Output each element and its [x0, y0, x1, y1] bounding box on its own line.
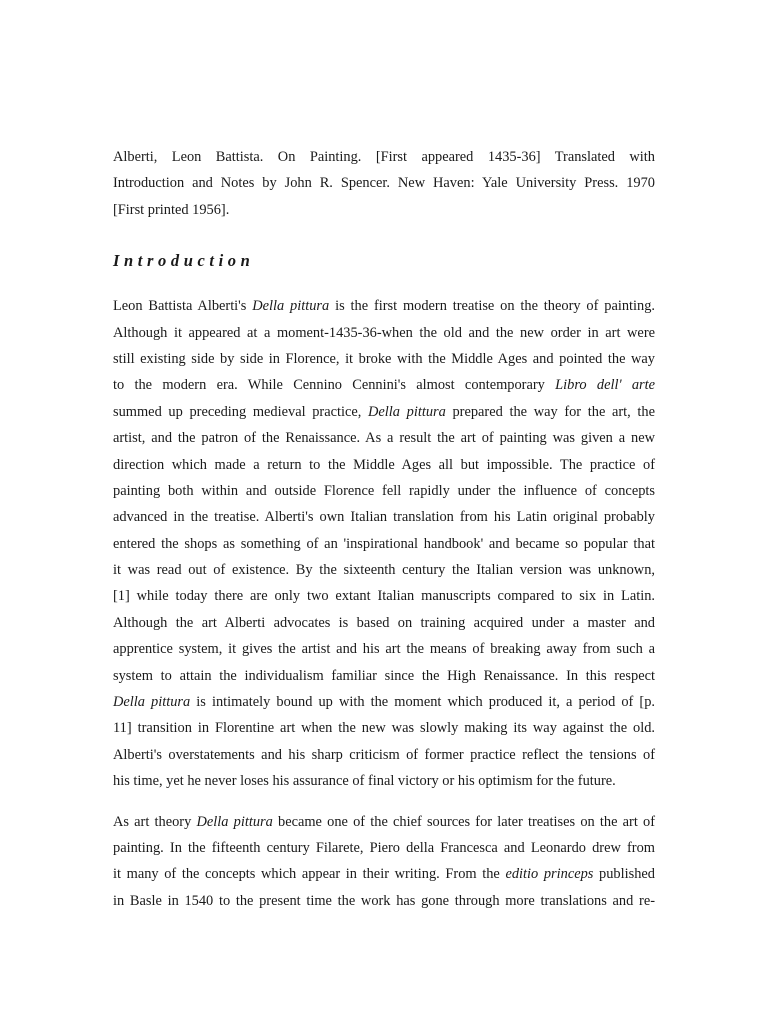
text-line: [113, 768, 655, 794]
text-line: [113, 504, 655, 530]
text-line: [113, 583, 655, 609]
text-line: [113, 372, 655, 398]
italic-title: Libro dell' arte: [555, 377, 655, 394]
text-line: [113, 293, 655, 319]
text-line: [113, 346, 655, 372]
text-line: [113, 478, 655, 504]
text-run: published: [593, 866, 655, 883]
text-run: prepared the way for the art, the: [445, 403, 655, 420]
text-run: his time, yet he never loses his assurance of final victory or his optimism for the future.: [113, 773, 616, 790]
text-line: [113, 809, 655, 835]
text-run: is the first modern treatise on the theory of painting.: [329, 298, 656, 315]
italic-title: editio princeps: [505, 866, 594, 883]
text-run: became one of the chief sources for later treatises on the art of: [272, 813, 656, 830]
italic-title: Della pittura: [196, 813, 273, 830]
italic-title: Della pittura: [252, 298, 330, 315]
text-line: [113, 888, 655, 914]
text-run: Although it appeared at a moment-1435-36-when the old and the new order in art were: [113, 324, 655, 341]
section-heading-introduction: Introduction: [113, 251, 255, 271]
text-run: Although the art Alberti advocates is based on training acquired under a master and: [113, 614, 655, 631]
text-line: [113, 452, 655, 478]
text-run: 11] transition in Florentine art when the new was slowly making its way against the old.: [113, 720, 655, 737]
text-line: [113, 663, 655, 689]
text-line: [113, 835, 655, 861]
text-line: [113, 742, 655, 768]
text-run: painting both within and outside Florence fell rapidly under the influence of concepts: [113, 482, 655, 499]
paragraph-2: [113, 795, 655, 915]
text-line: [113, 715, 655, 741]
italic-title: Della pittura: [113, 694, 191, 711]
bibliographic-citation: [113, 144, 655, 223]
text-run: to the modern era. While Cennino Cennini's almost contemporary: [113, 377, 556, 394]
text-run: is intimately bound up with the moment which produced it, a period of [p.: [190, 694, 655, 711]
text-run: summed up preceding medieval practice,: [113, 403, 369, 420]
text-line: [113, 531, 655, 557]
text-run: artist, and the patron of the Renaissance. As a result the art of painting was given a new: [113, 430, 655, 447]
text-run: still existing side by side in Florence, it broke with the Middle Ages and pointed the way: [113, 350, 655, 367]
italic-title: Della pittura: [368, 403, 446, 420]
text-run: advanced in the treatise. Alberti's own Italian translation from his Latin original probably: [113, 509, 655, 526]
text-run: Leon Battista Alberti's: [113, 298, 253, 315]
text-run: in Basle in 1540 to the present time the work has gone through more translations and re-: [113, 892, 655, 909]
citation-line: Alberti, Leon Battista. On Painting. [First appeared 1435-36] Translated with: [113, 149, 655, 165]
text-run: Alberti's overstatements and his sharp criticism of former practice reflect the tensions of: [113, 746, 655, 763]
text-line: [113, 320, 655, 346]
text-line: [113, 557, 655, 583]
text-run: system to attain the individualism familiar since the High Renaissance. In this respect: [113, 667, 655, 684]
document-page: [113, 144, 655, 914]
text-line: [113, 636, 655, 662]
text-line: [113, 610, 655, 636]
text-run: [1] while today there are only two extant Italian manuscripts compared to six in Latin.: [113, 588, 655, 605]
text-line: [113, 689, 655, 715]
citation-line: [First printed 1956].: [113, 201, 230, 218]
text-run: direction which made a return to the Middle Ages all but impossible. The practice of: [113, 456, 655, 473]
text-run: As art theory: [113, 813, 197, 830]
text-run: painting. In the fifteenth century Filarete, Piero della Francesca and Leonardo drew from: [113, 839, 655, 856]
text-run: it many of the concepts which appear in their writing. From the: [113, 866, 506, 883]
text-line: [113, 425, 655, 451]
text-run: apprentice system, it gives the artist and his art the means of breaking away from such a: [113, 641, 655, 658]
text-line: [113, 399, 655, 425]
citation-line: Introduction and Notes by John R. Spencer. New Haven: Yale University Press. 1970: [113, 175, 655, 192]
text-run: entered the shops as something of an 'inspirational handbook' and became so popular that: [113, 535, 655, 552]
text-run: it was read out of existence. By the sixteenth century the Italian version was unknown,: [113, 562, 655, 579]
paragraph-1: [113, 280, 655, 794]
text-line: [113, 861, 655, 887]
